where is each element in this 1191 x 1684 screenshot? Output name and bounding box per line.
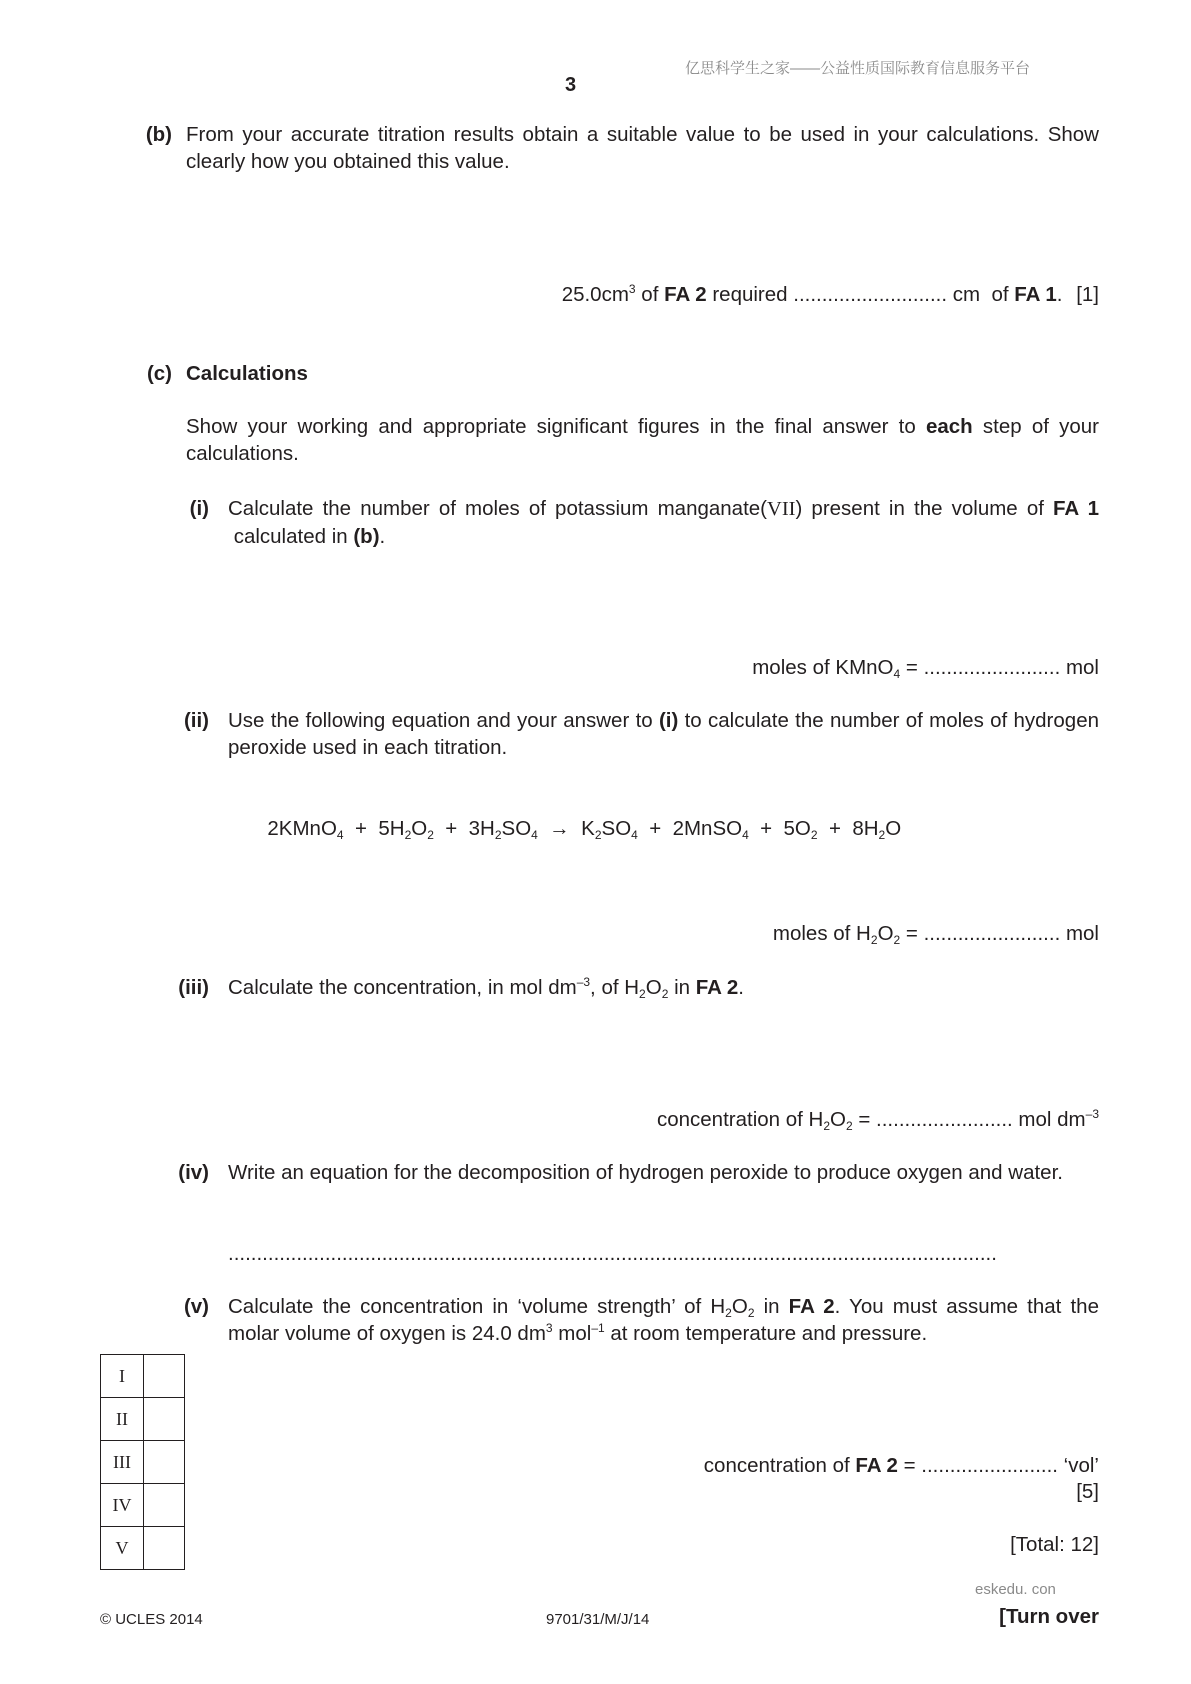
- iii-answer-o: O: [830, 1108, 846, 1131]
- eq-sub: 4: [742, 828, 749, 842]
- part-c-i-answer: [752, 654, 1099, 681]
- part-c-ii-label: (ii): [183, 709, 209, 732]
- eq-part: + 8H: [817, 817, 879, 840]
- eq-part: O: [885, 817, 902, 840]
- mark-row: [101, 1527, 185, 1570]
- eq-sub: 2: [404, 828, 412, 842]
- eq-part: + 3H: [433, 817, 495, 840]
- turn-over: [Turn over: [999, 1605, 1099, 1628]
- mark-box[interactable]: [144, 1441, 185, 1484]
- v-answer-pre: concentration of: [703, 1454, 856, 1477]
- v-answer-post: = ........................ ‘vol’: [897, 1454, 1099, 1477]
- i-roman: VII: [767, 498, 796, 520]
- eq-part: SO: [501, 817, 532, 840]
- part-b-marks: [1]: [1076, 283, 1099, 306]
- part-b-answer: [562, 281, 1099, 308]
- ii-text-post: to calculate the number of moles of hydrogen peroxide used in each titration.: [228, 709, 1099, 759]
- iii-text-sub1: 2: [639, 987, 646, 1001]
- part-c-v-label: (v): [183, 1295, 209, 1318]
- ii-answer-o: O: [877, 922, 894, 945]
- i-fa1: FA 1: [1053, 497, 1099, 520]
- part-c-v-answer: [704, 1452, 1099, 1479]
- ii-answer-sub2: 2: [893, 933, 901, 947]
- mark-box[interactable]: [144, 1355, 185, 1398]
- iii-answer-sup: –3: [1085, 1107, 1099, 1121]
- part-c-i-text: [228, 495, 1099, 550]
- eq-sub: 2: [878, 828, 886, 842]
- v-answer-fa2: FA 2: [855, 1454, 898, 1477]
- eq-part: + 5H: [343, 817, 405, 840]
- i-text-end: .: [379, 525, 386, 548]
- eq-part: + 2MnSO: [637, 817, 743, 840]
- eq-sub: 4: [336, 828, 344, 842]
- mark-table: [100, 1354, 185, 1570]
- i-text-pre: Calculate the number of moles of potassium manganate(: [228, 497, 768, 520]
- v-text-pre: Calculate the concentration in ‘volume strength’ of H: [228, 1295, 726, 1318]
- mark-row: [101, 1398, 185, 1441]
- ii-answer-post: = ........................ mol: [900, 922, 1099, 945]
- answer-unit-sup: 3: [628, 282, 636, 296]
- part-c-intro: [186, 413, 1099, 467]
- mark-row: [101, 1441, 185, 1484]
- eq-sub: 2: [494, 828, 502, 842]
- ii-answer-pre: moles of H: [772, 922, 871, 945]
- part-c-heading: Calculations: [186, 362, 308, 385]
- i-text-mid: ) present in the volume of: [795, 497, 1054, 520]
- part-c-v-marks: [5]: [1076, 1480, 1099, 1503]
- v-text-sub1: 2: [725, 1306, 732, 1320]
- iii-fa2: FA 2: [695, 976, 739, 999]
- eq-part: O: [411, 817, 428, 840]
- mark-row-label: I: [101, 1355, 144, 1398]
- part-c-iv-answer-line: .......................................................................................................................................: [228, 1242, 997, 1265]
- i-text-calc: calculated in: [228, 525, 354, 548]
- footer-code: 9701/31/M/J/14: [546, 1611, 650, 1628]
- part-c-i-label: (i): [189, 497, 209, 520]
- v-text-post: . You must assume that the molar volume of oxygen is 24.0 dm: [228, 1295, 1099, 1345]
- fa2-label: FA 2: [664, 283, 707, 306]
- part-c-iv-text: Write an equation for the decomposition of hydrogen peroxide to produce oxygen and water.: [228, 1161, 1063, 1184]
- part-c-ii-answer: [773, 920, 1099, 947]
- part-c-label: (c): [146, 362, 172, 385]
- eq-part: → K: [537, 817, 595, 840]
- part-c-iv-label: (iv): [178, 1161, 209, 1184]
- iii-answer-sub1: 2: [823, 1119, 831, 1133]
- footer-copyright: © UCLES 2014: [100, 1611, 203, 1628]
- iii-text-sup: –3: [576, 975, 591, 989]
- i-answer-sub: 4: [893, 667, 901, 681]
- footer-watermark: eskedu. con: [975, 1581, 1056, 1598]
- mark-row: [101, 1355, 185, 1398]
- iii-text-in: in: [668, 976, 696, 999]
- v-text-sup1: 3: [545, 1321, 553, 1335]
- intro-post: step of your calculations.: [186, 415, 1099, 465]
- i-answer-pre: moles of KMnO: [752, 656, 894, 679]
- mark-box[interactable]: [144, 1527, 185, 1570]
- eq-part: 2KMnO: [267, 817, 337, 840]
- iii-text-sub2: 2: [661, 987, 669, 1001]
- iii-answer-pre: concentration of H: [656, 1108, 824, 1131]
- eq-part: + 5O: [748, 817, 811, 840]
- eq-sub: 2: [810, 828, 818, 842]
- ii-answer-sub1: 2: [870, 933, 878, 947]
- part-b-label: (b): [145, 123, 172, 146]
- page-number: 3: [565, 74, 577, 96]
- part-c-ii-text: [228, 707, 1099, 761]
- mark-row-label: III: [101, 1441, 144, 1484]
- ii-text-pre: Use the following equation and your answer to: [228, 709, 659, 732]
- part-c-iii-label: (iii): [178, 976, 209, 999]
- part-c-v-text: [228, 1293, 1099, 1347]
- intro-bold: each: [925, 415, 973, 438]
- eq-sub: 2: [594, 828, 602, 842]
- answer-value: 25.0: [561, 283, 602, 306]
- answer-unit: cm: [601, 283, 629, 306]
- eq-sub: 4: [531, 828, 538, 842]
- v-text-in: in: [754, 1295, 789, 1318]
- answer-required: required ........................... cm of: [706, 283, 1015, 306]
- i-answer-post: = ........................ mol: [900, 656, 1099, 679]
- fa1-label: FA 1: [1014, 283, 1057, 306]
- part-c-iii-text: [228, 974, 744, 1001]
- total-marks: [Total: 12]: [1010, 1533, 1099, 1556]
- answer-of: of: [635, 283, 665, 306]
- v-fa2: FA 2: [788, 1295, 835, 1318]
- mark-box[interactable]: [144, 1484, 185, 1527]
- intro-pre: Show your working and appropriate significant figures in the final answer to: [186, 415, 926, 438]
- iii-text-o: O: [645, 976, 662, 999]
- v-text-end: at room temperature and pressure.: [604, 1322, 928, 1345]
- iii-text-pre: Calculate the concentration, in mol dm: [228, 976, 577, 999]
- part-b-text: From your accurate titration results obtain a suitable value to be used in your calculations. Show clearly how you obtained this value.: [186, 123, 1099, 173]
- eq-sub: 2: [427, 828, 434, 842]
- i-ref: (b): [353, 525, 380, 548]
- iii-text-mid: , of H: [590, 976, 640, 999]
- v-text-mol: mol: [552, 1322, 592, 1345]
- eq-part: SO: [601, 817, 632, 840]
- v-text-o: O: [731, 1295, 748, 1318]
- v-text-sup2: –1: [591, 1321, 605, 1335]
- chemical-equation: [256, 788, 901, 842]
- eq-sub: 4: [631, 828, 638, 842]
- ii-ref: (i): [658, 709, 679, 732]
- iii-text-end: .: [738, 976, 744, 999]
- mark-box[interactable]: [144, 1398, 185, 1441]
- iii-answer-post: = ........................ mol dm: [852, 1108, 1086, 1131]
- v-text-sub2: 2: [747, 1306, 755, 1320]
- mark-row-label: IV: [101, 1484, 144, 1527]
- mark-row-label: V: [101, 1527, 144, 1570]
- part-c-iii-answer: [657, 1106, 1099, 1133]
- iii-answer-sub2: 2: [845, 1119, 853, 1133]
- mark-row-label: II: [101, 1398, 144, 1441]
- header-watermark: 亿思科学生之家——公益性质国际教育信息服务平台: [685, 60, 1031, 77]
- mark-row: [101, 1484, 185, 1527]
- answer-end: .: [1056, 283, 1063, 306]
